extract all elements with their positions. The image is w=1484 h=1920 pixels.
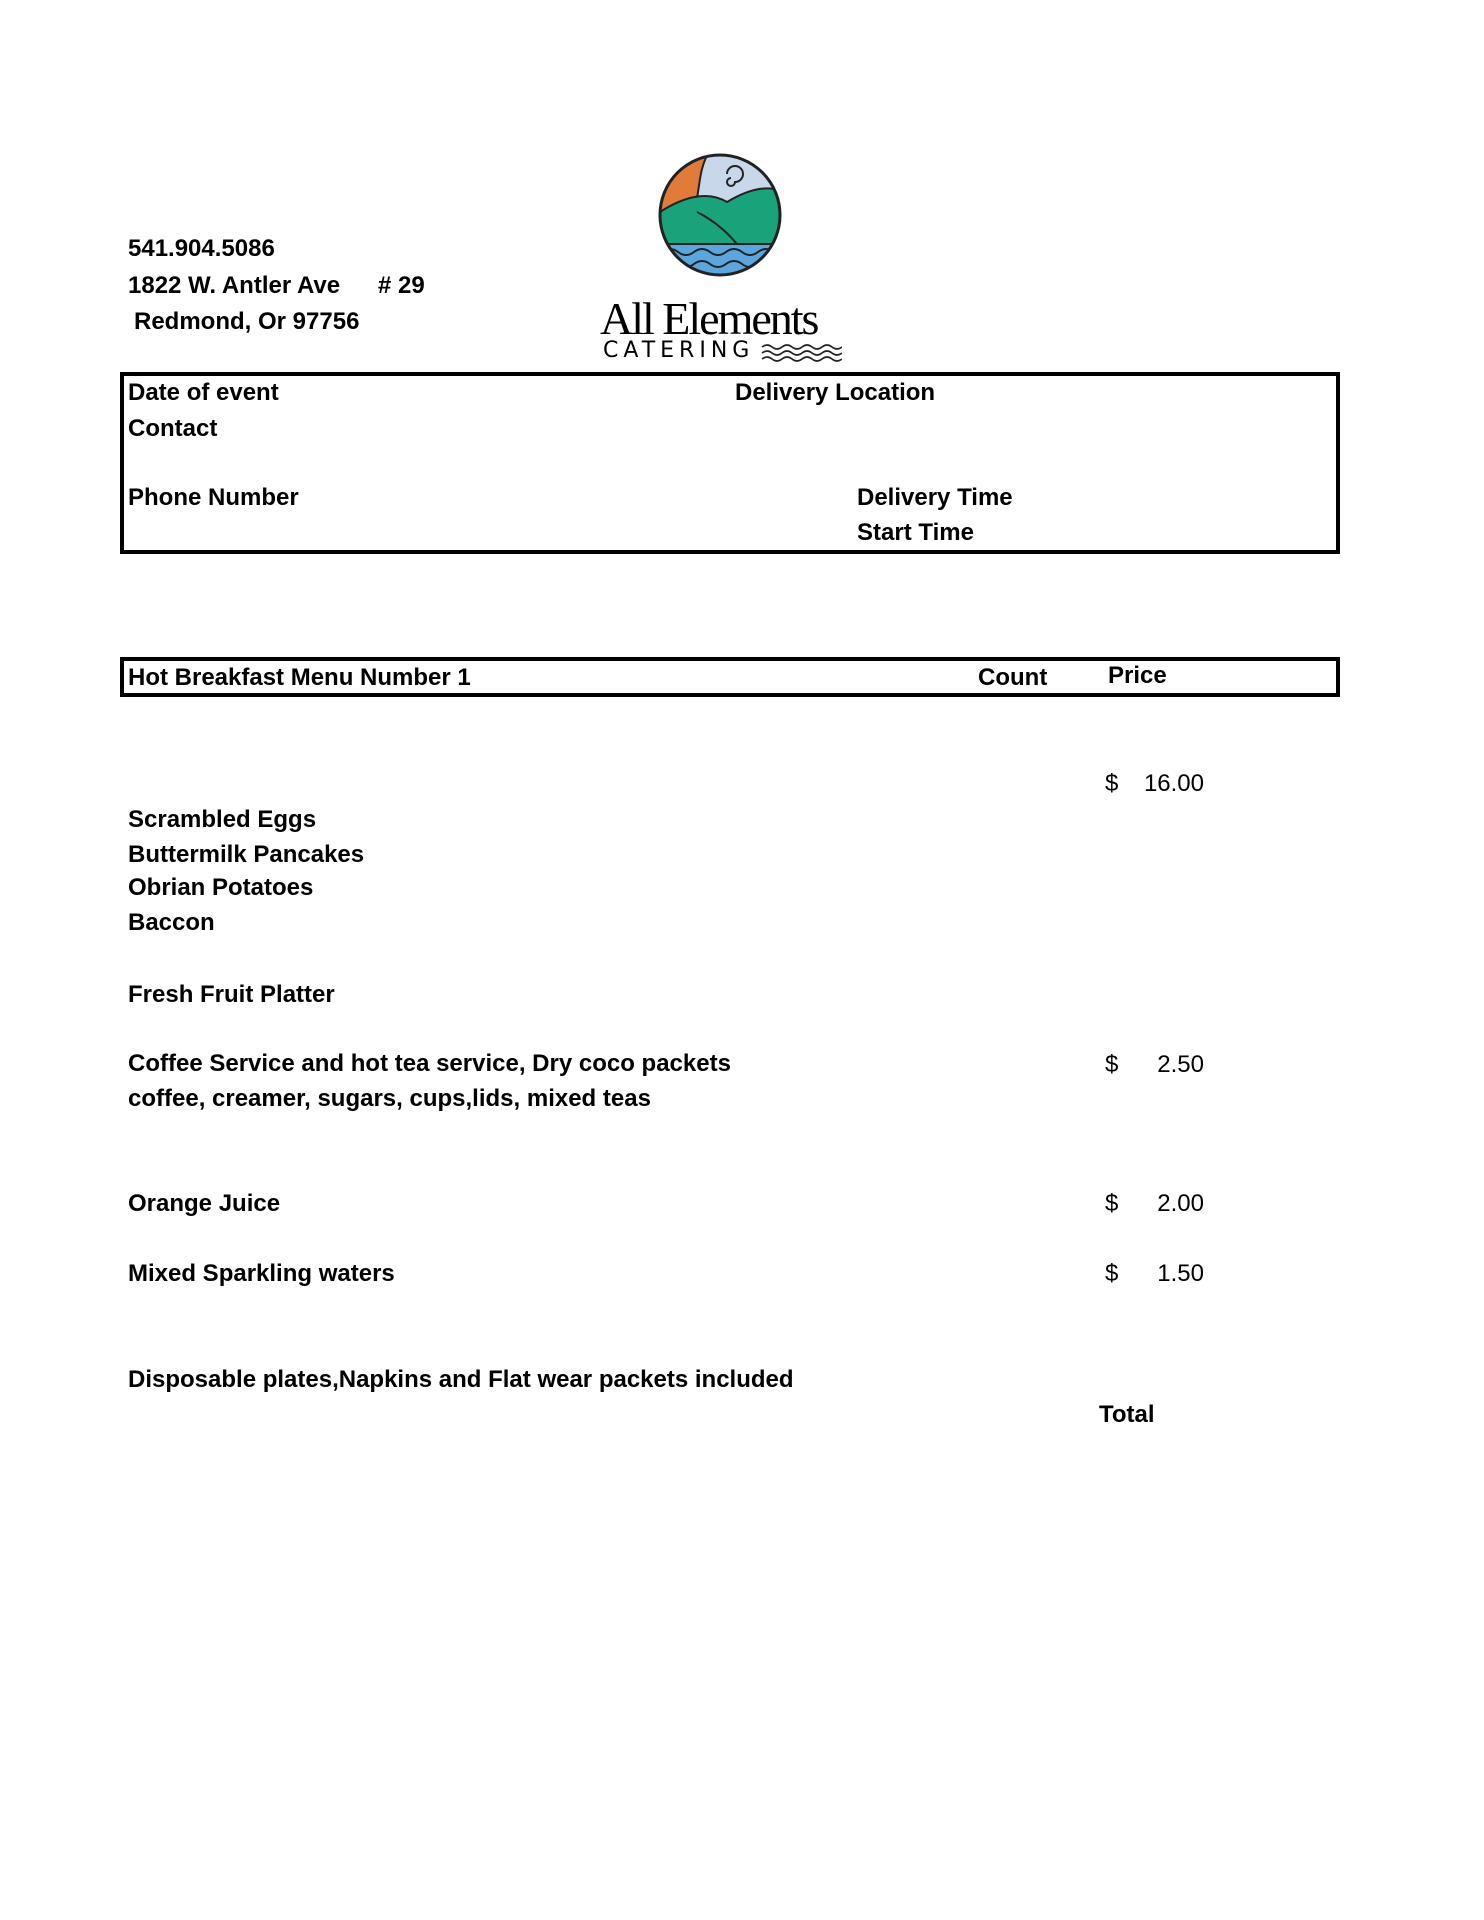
date-of-event-label: Date of event — [128, 379, 279, 406]
menu-title: Hot Breakfast Menu Number 1 — [128, 664, 471, 691]
main-price-currency: $ — [1105, 770, 1119, 797]
orange-juice: Orange Juice — [128, 1190, 281, 1217]
water-price-amount: 1.50 — [1157, 1260, 1204, 1287]
coffee-service-line2: coffee, creamer, sugars, cups,lids, mixed teas — [128, 1085, 651, 1112]
total-label: Total — [1099, 1401, 1155, 1428]
sparkling-waters: Mixed Sparkling waters — [128, 1260, 395, 1287]
coffee-price-amount: 2.50 — [1157, 1051, 1204, 1078]
contact-label: Contact — [128, 415, 218, 442]
coffee-service-line1: Coffee Service and hot tea service, Dry coco packets — [128, 1050, 731, 1077]
menu-item: Scrambled Eggs — [128, 806, 317, 833]
logo-waves-icon — [760, 342, 842, 364]
company-city: Redmond, Or 97756 — [134, 308, 360, 335]
fruit-platter: Fresh Fruit Platter — [128, 981, 335, 1008]
logo-wordmark: All Elements — [600, 293, 818, 344]
start-time-label: Start Time — [857, 519, 974, 546]
main-price-amount: 16.00 — [1143, 770, 1204, 797]
menu-item: Buttermilk Pancakes — [128, 841, 365, 868]
menu-item: Baccon — [128, 909, 215, 936]
logo-mark — [657, 152, 783, 278]
coffee-price-currency: $ — [1105, 1051, 1119, 1078]
juice-price-currency: $ — [1105, 1190, 1119, 1217]
logo-subtitle: CATERING — [603, 338, 755, 363]
count-header: Count — [978, 664, 1048, 691]
company-suite: # 29 — [378, 272, 425, 299]
delivery-location-label: Delivery Location — [735, 379, 936, 406]
disposables-note: Disposable plates,Napkins and Flat wear packets included — [128, 1366, 794, 1393]
water-price-currency: $ — [1105, 1260, 1119, 1287]
delivery-time-label: Delivery Time — [857, 484, 1013, 511]
phone-number-label: Phone Number — [128, 484, 299, 511]
event-info-box — [120, 372, 1340, 554]
company-phone: 541.904.5086 — [128, 235, 275, 262]
menu-item: Obrian Potatoes — [128, 874, 314, 901]
company-address: 1822 W. Antler Ave — [128, 272, 341, 299]
price-header: Price — [1108, 662, 1167, 689]
juice-price-amount: 2.00 — [1157, 1190, 1204, 1217]
